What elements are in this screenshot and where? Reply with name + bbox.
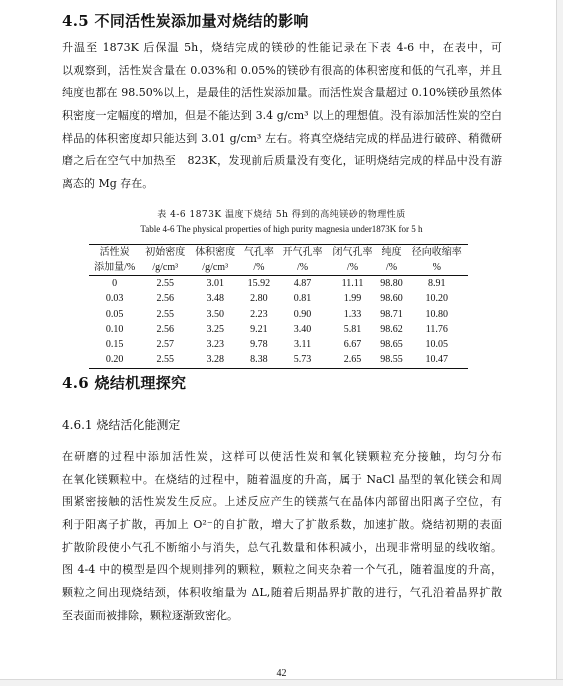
- table-cell: 15.92: [247, 278, 271, 289]
- table-row: [89, 307, 468, 322]
- table-cell: 0: [112, 278, 118, 289]
- table-row: [89, 291, 468, 306]
- table-cell: 98.65: [380, 339, 403, 351]
- table-cell: 1.99: [343, 293, 362, 305]
- paragraph-line: 升温至 1873K 后保温 5h，烧结完成的镁砂的性能记录在下表 4-6 中，在表中，可: [62, 41, 502, 54]
- table-cell: 3.50: [206, 308, 224, 320]
- table-cell: 3.11: [293, 339, 312, 351]
- table-cell: 5.73: [278, 352, 328, 368]
- column-unit: /g/cm³: [140, 260, 190, 276]
- table-cell: 11.11: [341, 278, 364, 289]
- table-header-unit-row: [89, 260, 468, 276]
- paragraph-line: 围紧密接触的活性炭发生反应。上述反应产生的镁蒸气在晶体内部留出阳离子空位，有: [62, 495, 502, 509]
- column-unit: /g/cm³: [190, 260, 240, 276]
- table-row: [89, 337, 468, 352]
- table-cell: 0.10: [105, 323, 124, 335]
- table-cell: 3.23: [206, 339, 224, 351]
- paragraph-line: 离态的 Mg 存在。: [62, 177, 154, 191]
- column-header: 气孔率: [240, 245, 277, 261]
- table-cell: 0.90: [293, 308, 312, 320]
- section-4-6-heading: 4.6 烧结机理探究: [62, 374, 187, 392]
- table-cell: 3.28: [190, 352, 240, 368]
- column-unit: %: [406, 260, 468, 276]
- table-cell: 10.05: [425, 339, 448, 351]
- table-cell: 98.62: [380, 323, 403, 335]
- column-header: 闭气孔率: [328, 245, 378, 261]
- page-edge-shadow: [556, 0, 563, 686]
- table-cell: 2.65: [328, 352, 378, 368]
- table-cell: 11.76: [425, 323, 448, 335]
- table-cell: 2.57: [156, 339, 175, 351]
- table-cell: 0.15: [105, 339, 124, 351]
- table-cell: 2.80: [250, 293, 268, 305]
- column-header: 开气孔率: [278, 245, 328, 261]
- column-header: 径向收缩率: [406, 245, 468, 261]
- paragraph-line: 纯度也都在 98.50%以上，是最佳的活性炭添加量。而活性炭含量超过 0.10%镁砂虽然体: [62, 86, 502, 100]
- paragraph-line: 磨之后在空气中加热至 823K，发现前后质量没有变化，证明烧结完成的样品中没有游: [62, 154, 502, 168]
- table-cell: 0.05: [105, 308, 124, 320]
- paragraph-line: 在氧化镁颗粒中。在烧结的过程中，随着温度的升高，属于 NaCl 晶型的氧化镁会和周: [62, 472, 502, 486]
- table-cell: 0.81: [293, 293, 312, 305]
- paragraph-line: 利于阳离子扩散，再加上 O²⁻的自扩散，增大了扩散系数，加速扩散。烧结初期的表面: [62, 518, 502, 532]
- table-cell: 4.87: [293, 278, 312, 289]
- column-unit: /%: [328, 260, 378, 276]
- table-cell: 9.78: [250, 339, 268, 351]
- table-cell: 0.03: [105, 293, 124, 305]
- table-cell: 0.20: [89, 352, 140, 368]
- table-cell: 98.71: [380, 308, 403, 320]
- table-cell: 10.20: [425, 293, 448, 305]
- column-unit: /%: [240, 260, 277, 276]
- column-unit: 添加量/%: [89, 260, 140, 276]
- table-header-row: [89, 245, 468, 261]
- table-cell: 98.80: [380, 278, 403, 289]
- paragraph-line: 扩散阶段使小气孔不断缩小与消失，总气孔数量和体积减小，出现非常明显的线收缩。: [62, 540, 502, 554]
- table-cell: 1.33: [343, 308, 362, 320]
- paragraph-line: 在研磨的过程中添加活性炭，这样可以使活性炭和氧化镁颗粒充分接触，均匀分布: [62, 450, 502, 463]
- table-cell: 10.47: [406, 352, 468, 368]
- table-cell: 10.80: [425, 308, 448, 320]
- table-cell: 2.23: [250, 308, 268, 320]
- column-unit: /%: [278, 260, 328, 276]
- table-cell: 3.40: [293, 323, 312, 335]
- table-cell: 2.55: [156, 308, 175, 320]
- table-caption-english: Table 4-6 The physical properties of high purity magnesia under1873K for 5 h: [140, 224, 423, 234]
- section-4-5-paragraph: [62, 37, 502, 196]
- table-row: [89, 276, 468, 292]
- page-edge-shadow: [0, 679, 563, 686]
- table-cell: 2.56: [156, 293, 175, 305]
- table-cell: 6.67: [343, 339, 362, 351]
- table-cell: 2.55: [156, 278, 175, 289]
- table-cell: 98.55: [377, 352, 405, 368]
- table-cell: 2.55: [140, 352, 190, 368]
- section-4-6-1-subheading: 4.6.1 烧结活化能测定: [62, 418, 181, 432]
- paragraph-line: 颗粒之间出现烧结颈，体积收缩量为 ΔL,随着后期晶界扩散的进行，气孔沿着晶界扩散: [62, 586, 502, 600]
- table-cell: 8.38: [240, 352, 277, 368]
- table-row: [89, 322, 468, 337]
- table-row: [89, 352, 468, 368]
- column-unit: /%: [377, 260, 405, 276]
- physical-properties-table: [89, 244, 468, 369]
- column-header: 纯度: [377, 245, 405, 261]
- paragraph-line: 积密度一定幅度的增加，但是不能达到 3.4 g/cm³ 以上的理想值。没有添加活性炭的空白: [62, 109, 502, 123]
- table-cell: 3.48: [206, 293, 224, 305]
- table-cell: 5.81: [343, 323, 362, 335]
- table-caption-chinese: 表 4-6 1873K 温度下烧结 5h 得到的高纯镁砂的物理性质: [157, 210, 406, 220]
- paragraph-line: 图 4-4 中的模型是四个规则排列的颗粒，颗粒之间夹杂着一个气孔，随着温度的升高，: [62, 563, 502, 577]
- table-cell: 3.25: [206, 323, 224, 335]
- paragraph-line: 以观察到，活性炭含量在 0.03%和 0.05%的镁砂有很高的体积密度和低的气孔率，并且: [62, 63, 502, 77]
- table-cell: 98.60: [380, 293, 403, 305]
- section-4-6-1-paragraph: [62, 446, 502, 628]
- paragraph-line: 样品的体积密度却只能达到 3.01 g/cm³ 左右。将真空烧结完成的样品进行破碎、稍微研: [62, 131, 502, 145]
- table-cell: 2.56: [156, 323, 175, 335]
- paragraph-line: 至表面而被排除，颗粒逐渐致密化。: [62, 608, 238, 622]
- section-4-5-heading: 4.5 不同活性炭添加量对烧结的影响: [62, 12, 309, 30]
- page-number: 42: [276, 668, 287, 679]
- table-cell: 8.91: [428, 278, 446, 289]
- column-header: 活性炭: [89, 245, 140, 261]
- table-cell: 9.21: [250, 323, 268, 335]
- table-cell: 3.01: [206, 278, 224, 289]
- column-header: 体积密度: [190, 245, 240, 261]
- column-header: 初始密度: [140, 245, 190, 261]
